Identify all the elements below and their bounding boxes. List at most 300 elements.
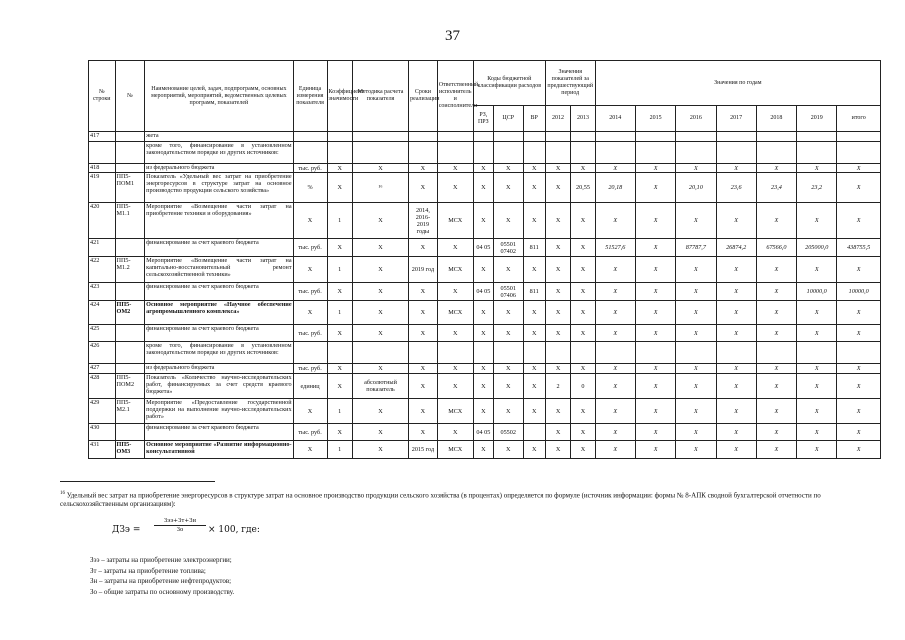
- value-cell: X: [797, 301, 837, 325]
- value-cell: X: [595, 164, 635, 173]
- code-cell: [115, 164, 145, 173]
- value-cell: X: [635, 239, 675, 257]
- row-number-cell: 430: [89, 424, 116, 441]
- value-cell: МСХ: [437, 257, 473, 283]
- value-cell: [473, 142, 493, 164]
- value-cell: 20,18: [595, 173, 635, 203]
- header-row-no: № строки: [89, 61, 116, 132]
- value-cell: X: [756, 283, 796, 301]
- value-cell: X: [409, 239, 438, 257]
- value-cell: X: [571, 424, 595, 441]
- table-row: [89, 399, 881, 424]
- value-cell: X: [473, 203, 493, 239]
- table-row: [89, 301, 881, 325]
- value-cell: единиц: [293, 374, 327, 399]
- value-cell: [473, 342, 493, 364]
- name-cell: финансирование за счет краевого бюджета: [145, 239, 293, 257]
- value-cell: X: [595, 364, 635, 374]
- value-cell: X: [595, 374, 635, 399]
- value-cell: 10000,0: [797, 283, 837, 301]
- value-cell: 2019 год: [409, 257, 438, 283]
- value-cell: X: [409, 374, 438, 399]
- table-row: [89, 142, 881, 164]
- value-cell: X: [635, 374, 675, 399]
- value-cell: 20,10: [676, 173, 716, 203]
- name-cell: финансирование за счет краевого бюджета: [145, 283, 293, 301]
- value-cell: X: [327, 239, 352, 257]
- value-cell: X: [716, 257, 756, 283]
- table-row: [89, 203, 881, 239]
- row-number-cell: 425: [89, 325, 116, 342]
- name-cell: кроме того, финансирование в установленном законодательством порядке из других источников:: [145, 142, 293, 164]
- code-cell: ПП5-ПОМ2: [115, 374, 145, 399]
- value-cell: X: [837, 301, 881, 325]
- table-row: [89, 364, 881, 374]
- value-cell: 0: [571, 374, 595, 399]
- value-cell: [756, 132, 796, 142]
- value-cell: абсолютный показатель: [352, 374, 408, 399]
- header-codes: Коды бюджетной классификации расходов: [473, 61, 545, 106]
- value-cell: X: [837, 173, 881, 203]
- value-cell: 1: [327, 441, 352, 459]
- value-cell: X: [595, 283, 635, 301]
- formula: [112, 516, 372, 544]
- value-cell: [437, 132, 473, 142]
- value-cell: X: [716, 283, 756, 301]
- value-cell: [523, 132, 545, 142]
- value-cell: МСХ: [437, 399, 473, 424]
- value-cell: [473, 132, 493, 142]
- value-cell: X: [676, 374, 716, 399]
- code-cell: ПП5-М1.1: [115, 203, 145, 239]
- value-cell: X: [352, 283, 408, 301]
- row-number-cell: 424: [89, 301, 116, 325]
- value-cell: [409, 132, 438, 142]
- name-cell: Показатель «Количество научно-исследовательских работ, финансируемых за счет средств краевого бюджета»: [145, 374, 293, 399]
- value-cell: [676, 142, 716, 164]
- header-2018: 2018: [756, 106, 796, 132]
- table-row: [89, 239, 881, 257]
- header-2012: 2012: [545, 106, 570, 132]
- name-cell: из федерального бюджета: [145, 364, 293, 374]
- value-cell: 04 05: [473, 239, 493, 257]
- value-cell: X: [837, 399, 881, 424]
- row-number-cell: 428: [89, 374, 116, 399]
- name-cell: из федерального бюджета: [145, 164, 293, 173]
- value-cell: X: [473, 257, 493, 283]
- value-cell: X: [571, 164, 595, 173]
- value-cell: [352, 342, 408, 364]
- value-cell: 05501 07406: [493, 283, 523, 301]
- value-cell: X: [676, 283, 716, 301]
- header-prev: Значения показателей за предшествующий период: [545, 61, 595, 106]
- value-cell: X: [493, 364, 523, 374]
- footnote-text: Удельный вес затрат на приобретение энергоресурсов в структуре затрат на основное производство продукции сельского хозяйства (в процентах) определяется по формуле (источник информации: формы № 8-АПК сводной бухгалтерской отчетности по сельскохозяйственным организациям):: [60, 491, 821, 509]
- value-cell: X: [493, 441, 523, 459]
- value-cell: X: [716, 399, 756, 424]
- name-cell: Основное мероприятие «Научное обеспечение агропромышленного комплекса»: [145, 301, 293, 325]
- header-2014: 2014: [595, 106, 635, 132]
- formula-numerator: Зээ+Зт+Зн: [154, 518, 206, 526]
- indicators-table: [88, 60, 881, 459]
- value-cell: 10000,0: [837, 283, 881, 301]
- value-cell: X: [716, 325, 756, 342]
- value-cell: X: [837, 203, 881, 239]
- value-cell: 05501 07402: [493, 239, 523, 257]
- value-cell: X: [437, 325, 473, 342]
- value-cell: X: [523, 374, 545, 399]
- header-unit: Единица измерения показателя: [293, 61, 327, 132]
- value-cell: X: [437, 424, 473, 441]
- value-cell: X: [493, 257, 523, 283]
- value-cell: [545, 142, 570, 164]
- header-2013: 2013: [571, 106, 595, 132]
- header-term: Сроки реализации: [409, 61, 438, 132]
- value-cell: X: [545, 424, 570, 441]
- value-cell: X: [523, 364, 545, 374]
- value-cell: тыс. руб.: [293, 424, 327, 441]
- value-cell: X: [716, 364, 756, 374]
- footnote-rule: [60, 481, 215, 482]
- header-num: №: [115, 61, 145, 132]
- value-cell: X: [327, 325, 352, 342]
- value-cell: X: [797, 364, 837, 374]
- row-number-cell: 417: [89, 132, 116, 142]
- row-number-cell: [89, 142, 116, 164]
- name-cell: Показатель «Удельный вес затрат на приобретение энергоресурсов в структуре затрат на основное производство продукции сельского хозяйства»: [145, 173, 293, 203]
- value-cell: 04 05: [473, 283, 493, 301]
- value-cell: X: [437, 173, 473, 203]
- value-cell: X: [545, 283, 570, 301]
- value-cell: X: [545, 257, 570, 283]
- value-cell: [797, 142, 837, 164]
- value-cell: X: [352, 424, 408, 441]
- table-row: [89, 173, 881, 203]
- code-cell: [115, 342, 145, 364]
- value-cell: [571, 142, 595, 164]
- value-cell: X: [716, 441, 756, 459]
- value-cell: X: [837, 424, 881, 441]
- value-cell: тыс. руб.: [293, 239, 327, 257]
- row-number-cell: 427: [89, 364, 116, 374]
- value-cell: X: [473, 441, 493, 459]
- formula-lhs: ДЗэ =: [112, 525, 141, 535]
- value-cell: X: [676, 364, 716, 374]
- value-cell: X: [571, 257, 595, 283]
- header-rz: РЗ, ПРЗ: [473, 106, 493, 132]
- value-cell: X: [635, 424, 675, 441]
- value-cell: X: [797, 325, 837, 342]
- value-cell: X: [327, 173, 352, 203]
- value-cell: [635, 142, 675, 164]
- value-cell: [595, 132, 635, 142]
- header-vr: ВР: [523, 106, 545, 132]
- value-cell: X: [493, 164, 523, 173]
- code-cell: ПП5-ОМ3: [115, 441, 145, 459]
- value-cell: X: [473, 364, 493, 374]
- value-cell: X: [635, 399, 675, 424]
- row-number-cell: 421: [89, 239, 116, 257]
- value-cell: X: [473, 325, 493, 342]
- value-cell: [293, 142, 327, 164]
- value-cell: 23,2: [797, 173, 837, 203]
- value-cell: X: [571, 301, 595, 325]
- table-row: [89, 424, 881, 441]
- value-cell: X: [493, 374, 523, 399]
- value-cell: МСХ: [437, 301, 473, 325]
- value-cell: X: [756, 374, 796, 399]
- value-cell: X: [327, 374, 352, 399]
- value-cell: X: [437, 364, 473, 374]
- code-cell: [115, 364, 145, 374]
- value-cell: [595, 342, 635, 364]
- value-cell: X: [352, 164, 408, 173]
- value-cell: X: [635, 325, 675, 342]
- value-cell: X: [409, 173, 438, 203]
- value-cell: X: [523, 257, 545, 283]
- value-cell: X: [635, 283, 675, 301]
- value-cell: X: [635, 164, 675, 173]
- value-cell: [327, 132, 352, 142]
- value-cell: 811: [523, 239, 545, 257]
- value-cell: [493, 142, 523, 164]
- header-2019: 2019: [797, 106, 837, 132]
- value-cell: X: [797, 441, 837, 459]
- value-cell: 2014, 2016-2019 годы: [409, 203, 438, 239]
- value-cell: X: [797, 257, 837, 283]
- value-cell: X: [837, 257, 881, 283]
- value-cell: [409, 142, 438, 164]
- header-total: итого: [837, 106, 881, 132]
- value-cell: X: [571, 399, 595, 424]
- header-2016: 2016: [676, 106, 716, 132]
- value-cell: X: [756, 441, 796, 459]
- value-cell: 438755,5: [837, 239, 881, 257]
- value-cell: X: [409, 164, 438, 173]
- name-cell: финансирование за счет краевого бюджета: [145, 325, 293, 342]
- legend-line: Зн – затраты на приобретение нефтепродуктов;: [90, 577, 232, 585]
- value-cell: X: [545, 203, 570, 239]
- value-cell: [716, 342, 756, 364]
- value-cell: [293, 342, 327, 364]
- value-cell: 05502: [493, 424, 523, 441]
- value-cell: X: [595, 301, 635, 325]
- row-number-cell: 429: [89, 399, 116, 424]
- value-cell: X: [716, 424, 756, 441]
- value-cell: [493, 342, 523, 364]
- value-cell: X: [493, 325, 523, 342]
- value-cell: X: [676, 164, 716, 173]
- value-cell: %: [293, 173, 327, 203]
- value-cell: 04 05: [473, 424, 493, 441]
- value-cell: 67566,0: [756, 239, 796, 257]
- value-cell: [352, 142, 408, 164]
- value-cell: X: [837, 374, 881, 399]
- value-cell: X: [716, 164, 756, 173]
- value-cell: [437, 342, 473, 364]
- value-cell: X: [756, 203, 796, 239]
- footnote-mark: 16: [60, 491, 65, 496]
- code-cell: [115, 325, 145, 342]
- value-cell: X: [437, 374, 473, 399]
- value-cell: X: [756, 424, 796, 441]
- value-cell: X: [473, 164, 493, 173]
- value-cell: X: [293, 301, 327, 325]
- value-cell: X: [327, 364, 352, 374]
- value-cell: [716, 132, 756, 142]
- value-cell: X: [595, 441, 635, 459]
- value-cell: [352, 132, 408, 142]
- name-cell: Мероприятие «Возмещение части затрат на приобретение техники и оборудования»: [145, 203, 293, 239]
- value-cell: X: [523, 164, 545, 173]
- value-cell: 811: [523, 283, 545, 301]
- value-cell: тыс. руб.: [293, 325, 327, 342]
- table-body: [89, 132, 881, 459]
- value-cell: X: [493, 203, 523, 239]
- value-cell: X: [409, 301, 438, 325]
- table-row: [89, 257, 881, 283]
- value-cell: X: [523, 399, 545, 424]
- value-cell: [635, 342, 675, 364]
- value-cell: X: [676, 441, 716, 459]
- value-cell: [797, 132, 837, 142]
- value-cell: X: [409, 399, 438, 424]
- value-cell: X: [756, 325, 796, 342]
- formula-legend: [90, 555, 234, 597]
- value-cell: МСХ: [437, 441, 473, 459]
- value-cell: X: [595, 325, 635, 342]
- value-cell: X: [756, 257, 796, 283]
- value-cell: X: [352, 325, 408, 342]
- legend-line: Зт – затраты на приобретение топлива;: [90, 566, 206, 575]
- row-number-cell: 418: [89, 164, 116, 173]
- code-cell: [115, 142, 145, 164]
- value-cell: [493, 132, 523, 142]
- name-cell: Мероприятие «Предоставление государственной поддержки на выполнение научно-исследовательских работ»: [145, 399, 293, 424]
- value-cell: 87787,7: [676, 239, 716, 257]
- value-cell: [523, 142, 545, 164]
- value-cell: [595, 142, 635, 164]
- value-cell: [837, 142, 881, 164]
- value-cell: [716, 142, 756, 164]
- value-cell: [676, 342, 716, 364]
- value-cell: X: [756, 164, 796, 173]
- value-cell: тыс. руб.: [293, 164, 327, 173]
- value-cell: X: [635, 441, 675, 459]
- value-cell: X: [437, 239, 473, 257]
- value-cell: X: [635, 364, 675, 374]
- value-cell: X: [797, 424, 837, 441]
- value-cell: [545, 132, 570, 142]
- name-cell: Основное мероприятие «Развитие информационно-консультативной: [145, 441, 293, 459]
- value-cell: X: [676, 301, 716, 325]
- value-cell: X: [545, 301, 570, 325]
- value-cell: X: [635, 173, 675, 203]
- value-cell: [523, 342, 545, 364]
- value-cell: X: [293, 399, 327, 424]
- formula-fraction: [154, 518, 206, 534]
- legend-line: Зээ – затраты на приобретение электроэнергии;: [90, 556, 232, 564]
- value-cell: X: [837, 325, 881, 342]
- value-cell: X: [352, 257, 408, 283]
- value-cell: X: [716, 301, 756, 325]
- value-cell: X: [545, 325, 570, 342]
- table-row: [89, 342, 881, 364]
- code-cell: ПП5-М1.2: [115, 257, 145, 283]
- table-row: [89, 283, 881, 301]
- value-cell: 1: [327, 301, 352, 325]
- row-number-cell: 431: [89, 441, 116, 459]
- value-cell: X: [571, 364, 595, 374]
- value-cell: [545, 342, 570, 364]
- value-cell: X: [595, 257, 635, 283]
- value-cell: X: [409, 364, 438, 374]
- value-cell: ¹⁶: [352, 173, 408, 203]
- value-cell: 1: [327, 203, 352, 239]
- code-cell: [115, 132, 145, 142]
- table-row: [89, 374, 881, 399]
- header-method: Методика расчета показателя: [352, 61, 408, 132]
- value-cell: [437, 142, 473, 164]
- value-cell: [756, 342, 796, 364]
- name-cell: финансирование за счет краевого бюджета: [145, 424, 293, 441]
- value-cell: X: [352, 399, 408, 424]
- formula-denominator: Зо: [176, 527, 184, 533]
- value-cell: 205000,0: [797, 239, 837, 257]
- value-cell: [293, 132, 327, 142]
- row-number-cell: 419: [89, 173, 116, 203]
- value-cell: X: [473, 374, 493, 399]
- value-cell: X: [571, 203, 595, 239]
- value-cell: X: [352, 364, 408, 374]
- value-cell: X: [797, 399, 837, 424]
- value-cell: тыс. руб.: [293, 364, 327, 374]
- value-cell: X: [409, 325, 438, 342]
- header-exec: Ответственный исполнитель и соисполнители: [437, 61, 473, 132]
- legend-line: Зо – общие затраты по основному производству.: [90, 587, 235, 596]
- value-cell: X: [327, 424, 352, 441]
- value-cell: [327, 342, 352, 364]
- value-cell: 2: [545, 374, 570, 399]
- value-cell: X: [409, 424, 438, 441]
- code-cell: ПП5-М2.1: [115, 399, 145, 424]
- value-cell: X: [545, 173, 570, 203]
- value-cell: [635, 132, 675, 142]
- value-cell: X: [676, 203, 716, 239]
- value-cell: X: [523, 301, 545, 325]
- row-number-cell: 420: [89, 203, 116, 239]
- value-cell: X: [635, 301, 675, 325]
- value-cell: 23,4: [756, 173, 796, 203]
- name-cell: жета: [145, 132, 293, 142]
- value-cell: X: [352, 301, 408, 325]
- value-cell: X: [837, 164, 881, 173]
- value-cell: X: [473, 301, 493, 325]
- value-cell: 1: [327, 399, 352, 424]
- value-cell: [571, 342, 595, 364]
- value-cell: X: [523, 203, 545, 239]
- value-cell: X: [327, 283, 352, 301]
- value-cell: X: [293, 203, 327, 239]
- value-cell: 23,6: [716, 173, 756, 203]
- value-cell: [571, 132, 595, 142]
- table-row: [89, 132, 881, 142]
- code-cell: ПП5-ПОМ1: [115, 173, 145, 203]
- formula-rhs: × 100, где:: [208, 525, 260, 535]
- value-cell: X: [716, 203, 756, 239]
- table-row: [89, 325, 881, 342]
- value-cell: [837, 132, 881, 142]
